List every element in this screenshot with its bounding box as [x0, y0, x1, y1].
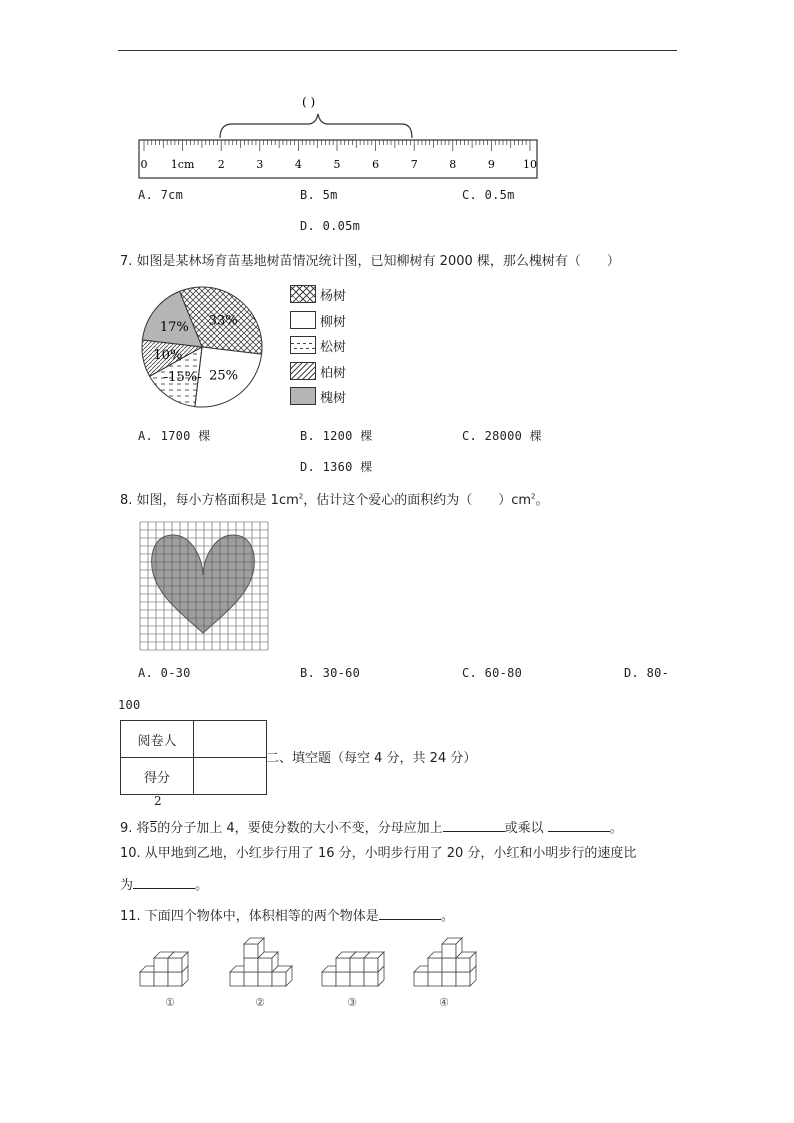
pie-chart — [136, 273, 268, 421]
ruler-bracket-label: ( ) — [302, 95, 316, 109]
q6-option-c[interactable]: C. 0.5m — [462, 188, 515, 202]
q7-option-a[interactable]: A. 1700 棵 — [138, 429, 211, 443]
cube-figure-1 — [140, 952, 188, 986]
ruler-label: 9 — [487, 158, 495, 171]
q9-text: 9. 将5的分子加上 4，要使分数的大小不变，分母应加上 或乘以 。 — [120, 821, 623, 836]
pie-label: 25% — [209, 368, 238, 384]
ruler-label: 1cm — [170, 158, 195, 171]
q6-option-a[interactable]: A. 7cm — [138, 188, 184, 202]
q6-option-d[interactable]: D. 0.05m — [300, 219, 361, 233]
q7-option-b[interactable]: B. 1200 棵 — [300, 429, 373, 443]
q6-option-b[interactable]: B. 5m — [300, 188, 338, 202]
legend-swatch — [290, 387, 316, 405]
reviewer-cell[interactable] — [194, 721, 267, 758]
pie-label: 33% — [208, 313, 238, 329]
cube-label: ④ — [439, 996, 449, 1009]
pie-label: 17% — [159, 319, 189, 335]
q11-blank[interactable] — [379, 907, 441, 920]
legend-swatch — [290, 311, 316, 329]
legend-label: 杨树 — [320, 289, 347, 304]
q10-text-line2: 为 。 — [120, 878, 209, 893]
q7-option-c[interactable]: C. 28000 棵 — [462, 429, 543, 443]
score-cell[interactable] — [194, 758, 267, 795]
cube-label: ② — [255, 996, 265, 1009]
ruler-label: 10 — [523, 158, 537, 171]
cube-figure-3 — [322, 952, 384, 986]
ruler-label: 8 — [449, 158, 457, 171]
q11-text: 11. 下面四个物体中，体积相等的两个物体是 。 — [120, 909, 454, 924]
legend-swatch — [290, 362, 316, 380]
legend-label: 松树 — [320, 340, 347, 355]
legend-label: 柏树 — [320, 365, 347, 381]
cube-figure-2 — [230, 938, 292, 986]
ruler-label: 7 — [410, 158, 418, 171]
legend-label: 柳树 — [320, 314, 347, 330]
legend-swatch — [290, 336, 316, 354]
score-table — [120, 720, 267, 795]
ruler-label: 3 — [256, 158, 264, 171]
q9-blank-2[interactable] — [548, 819, 610, 832]
score-label: 得分 — [121, 758, 194, 795]
heart-grid-figure — [139, 521, 269, 651]
cube-figures — [136, 928, 496, 1012]
q8-option-d-wrap: 100 — [118, 698, 141, 712]
cube-label: ③ — [347, 996, 357, 1009]
legend-swatch — [290, 285, 316, 303]
q7-option-d[interactable]: D. 1360 棵 — [300, 460, 373, 474]
ruler-figure — [136, 90, 546, 180]
q9-blank-1[interactable] — [443, 819, 505, 832]
q8-option-d[interactable]: D. 80- — [624, 666, 670, 680]
q8-text: 8. 如图，每小方格面积是 $1cm^2$，估计这个爱心的面积约为（ ）$cm^2$。 — [120, 492, 549, 508]
q8-option-b[interactable]: B. 30-60 — [300, 666, 361, 680]
pie-label: 10% — [153, 347, 183, 363]
ruler-brace — [220, 114, 412, 138]
ruler-label: 4 — [294, 158, 302, 171]
q8-option-c[interactable]: C. 60-80 — [462, 666, 523, 680]
q9-fraction-denominator: 5 — [149, 821, 158, 835]
q8-option-a[interactable]: A. 0-30 — [138, 666, 191, 680]
cube-label: ① — [165, 996, 175, 1009]
cube-figure-4 — [414, 938, 476, 986]
header-rule — [118, 50, 677, 51]
ruler-label: 6 — [372, 158, 380, 171]
pie-label: -15%- — [163, 369, 202, 385]
q7-text: 7. 如图是某林场育苗基地树苗情况统计图，已知柳树有 2000 棵，那么槐树有（ ） — [120, 254, 620, 269]
legend-label: 槐树 — [320, 391, 347, 406]
ruler-label: 2 — [217, 158, 225, 171]
q10-text: 10. 从甲地到乙地，小红步行用了 16 分，小明步行用了 20 分，小红和小明步行的速度比 — [120, 846, 637, 861]
reviewer-label: 阅卷人 — [121, 721, 194, 758]
section-2-heading: 二、填空题（每空 4 分，共 24 分） — [266, 751, 477, 766]
ruler-label: 0 — [140, 158, 148, 171]
ruler-label: 5 — [333, 158, 341, 171]
q10-blank[interactable] — [133, 876, 195, 889]
q9-fraction-numerator: 2 — [154, 794, 162, 808]
